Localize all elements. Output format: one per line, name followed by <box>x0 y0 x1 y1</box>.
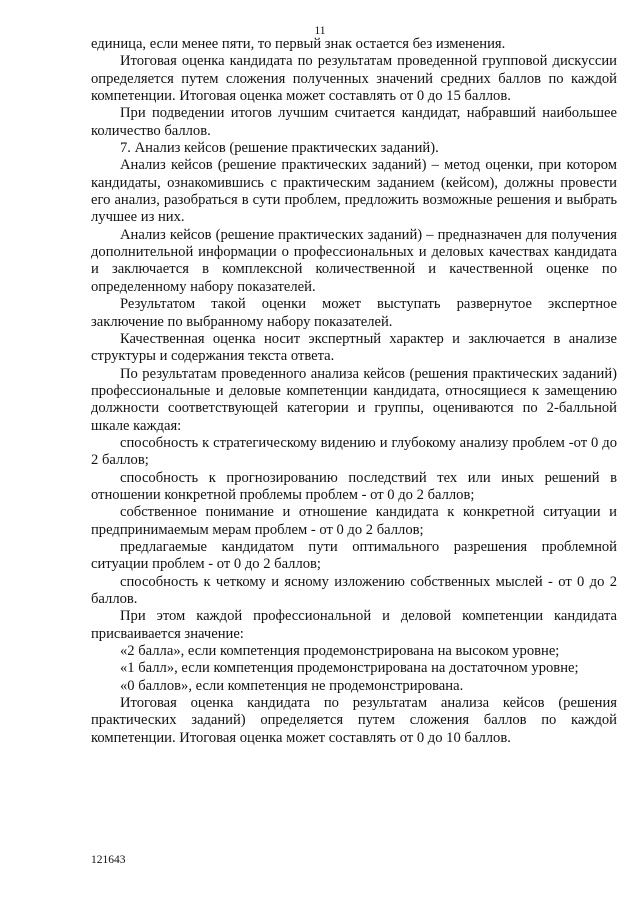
paragraph-case-total-score: Итоговая оценка кандидата по результатам анализа кейсов (решения практических заданий) определяется путем сложения баллов по каждой компетенции. Итоговая оценка может составлять от 0 до 10 баллов. <box>91 695 617 746</box>
list-item-strategic-vision: способность к стратегическому видению и глубокому анализу проблем -от 0 до 2 баллов; <box>91 434 617 469</box>
score-item-0-points: «0 баллов», если компетенция не продемонстрирована. <box>120 677 464 694</box>
paragraph-case-purpose: Анализ кейсов (решение практических заданий) – предназначен для получения дополнительной информации о профессиональных и деловых качествах кандидата и заключается в комплексной количественной и качественной оценке по определенному набору показателей. <box>91 226 617 295</box>
score-item-2-points: «2 балла», если компетенция продемонстрирована на высоком уровне; <box>120 643 560 660</box>
paragraph-continuation: единица, если менее пяти, то первый знак остается без изменения. <box>91 36 506 52</box>
paragraph-expert-conclusion: Результатом такой оценки может выступать развернутое экспертное заключение по выбранному набору показателей. <box>91 296 617 330</box>
paragraph-best-candidate: При подведении итогов лучшим считается кандидат, набравший наибольшее количество баллов. <box>91 105 617 139</box>
list-item-own-understanding: собственное понимание и отношение кандидата к конкретной ситуации и предпринимаемым мерам проблем - от 0 до 2 баллов; <box>91 504 617 538</box>
paragraph-qualitative-assessment: Качественная оценка носит экспертный характер и заключается в анализе структуры и содержания текста ответа. <box>91 330 617 365</box>
paragraph-value-assignment: При этом каждой профессиональной и деловой компетенции кандидата присваивается значение: <box>91 608 617 642</box>
paragraph-group-discussion-total: Итоговая оценка кандидата по результатам проведенной групповой дискуссии определяется путем сложения полученных значений средних баллов по каждой компетенции. Итоговая оценка может составлять от 0 до 15 баллов. <box>91 53 617 105</box>
body-text <box>91 36 617 747</box>
document-code: 121643 <box>91 854 126 866</box>
score-item-1-point: «1 балл», если компетенция продемонстрирована на достаточном уровне; <box>120 660 579 677</box>
list-item-forecasting: способность к прогнозированию последствий тех или иных решений в отношении конкретной проблемы проблем - от 0 до 2 баллов; <box>91 469 617 503</box>
section-heading-case-analysis: 7. Анализ кейсов (решение практических заданий). <box>120 140 439 157</box>
list-item-clear-expression: способность к четкому и ясному изложению собственных мыслей - от 0 до 2 баллов. <box>91 573 617 607</box>
paragraph-case-definition: Анализ кейсов (решение практических заданий) – метод оценки, при котором кандидаты, ознакомившись с практическим заданием (кейсом), должны провести его анализ, разобраться в сути проблем, предложить возможные решения и выбрать лучшее из них. <box>91 157 617 226</box>
page-number: 11 <box>314 25 326 37</box>
list-item-resolution-paths: предлагаемые кандидатом пути оптимального разрешения проблемной ситуации проблем - от 0 до 2 баллов; <box>91 538 617 573</box>
paragraph-competence-scale: По результатам проведенного анализа кейсов (решения практических заданий) профессиональные и деловые компетенции кандидата, относящиеся к замещению должности соответствующей категории и группы, оцениваются по 2-балльной шкале каждая: <box>91 365 617 434</box>
